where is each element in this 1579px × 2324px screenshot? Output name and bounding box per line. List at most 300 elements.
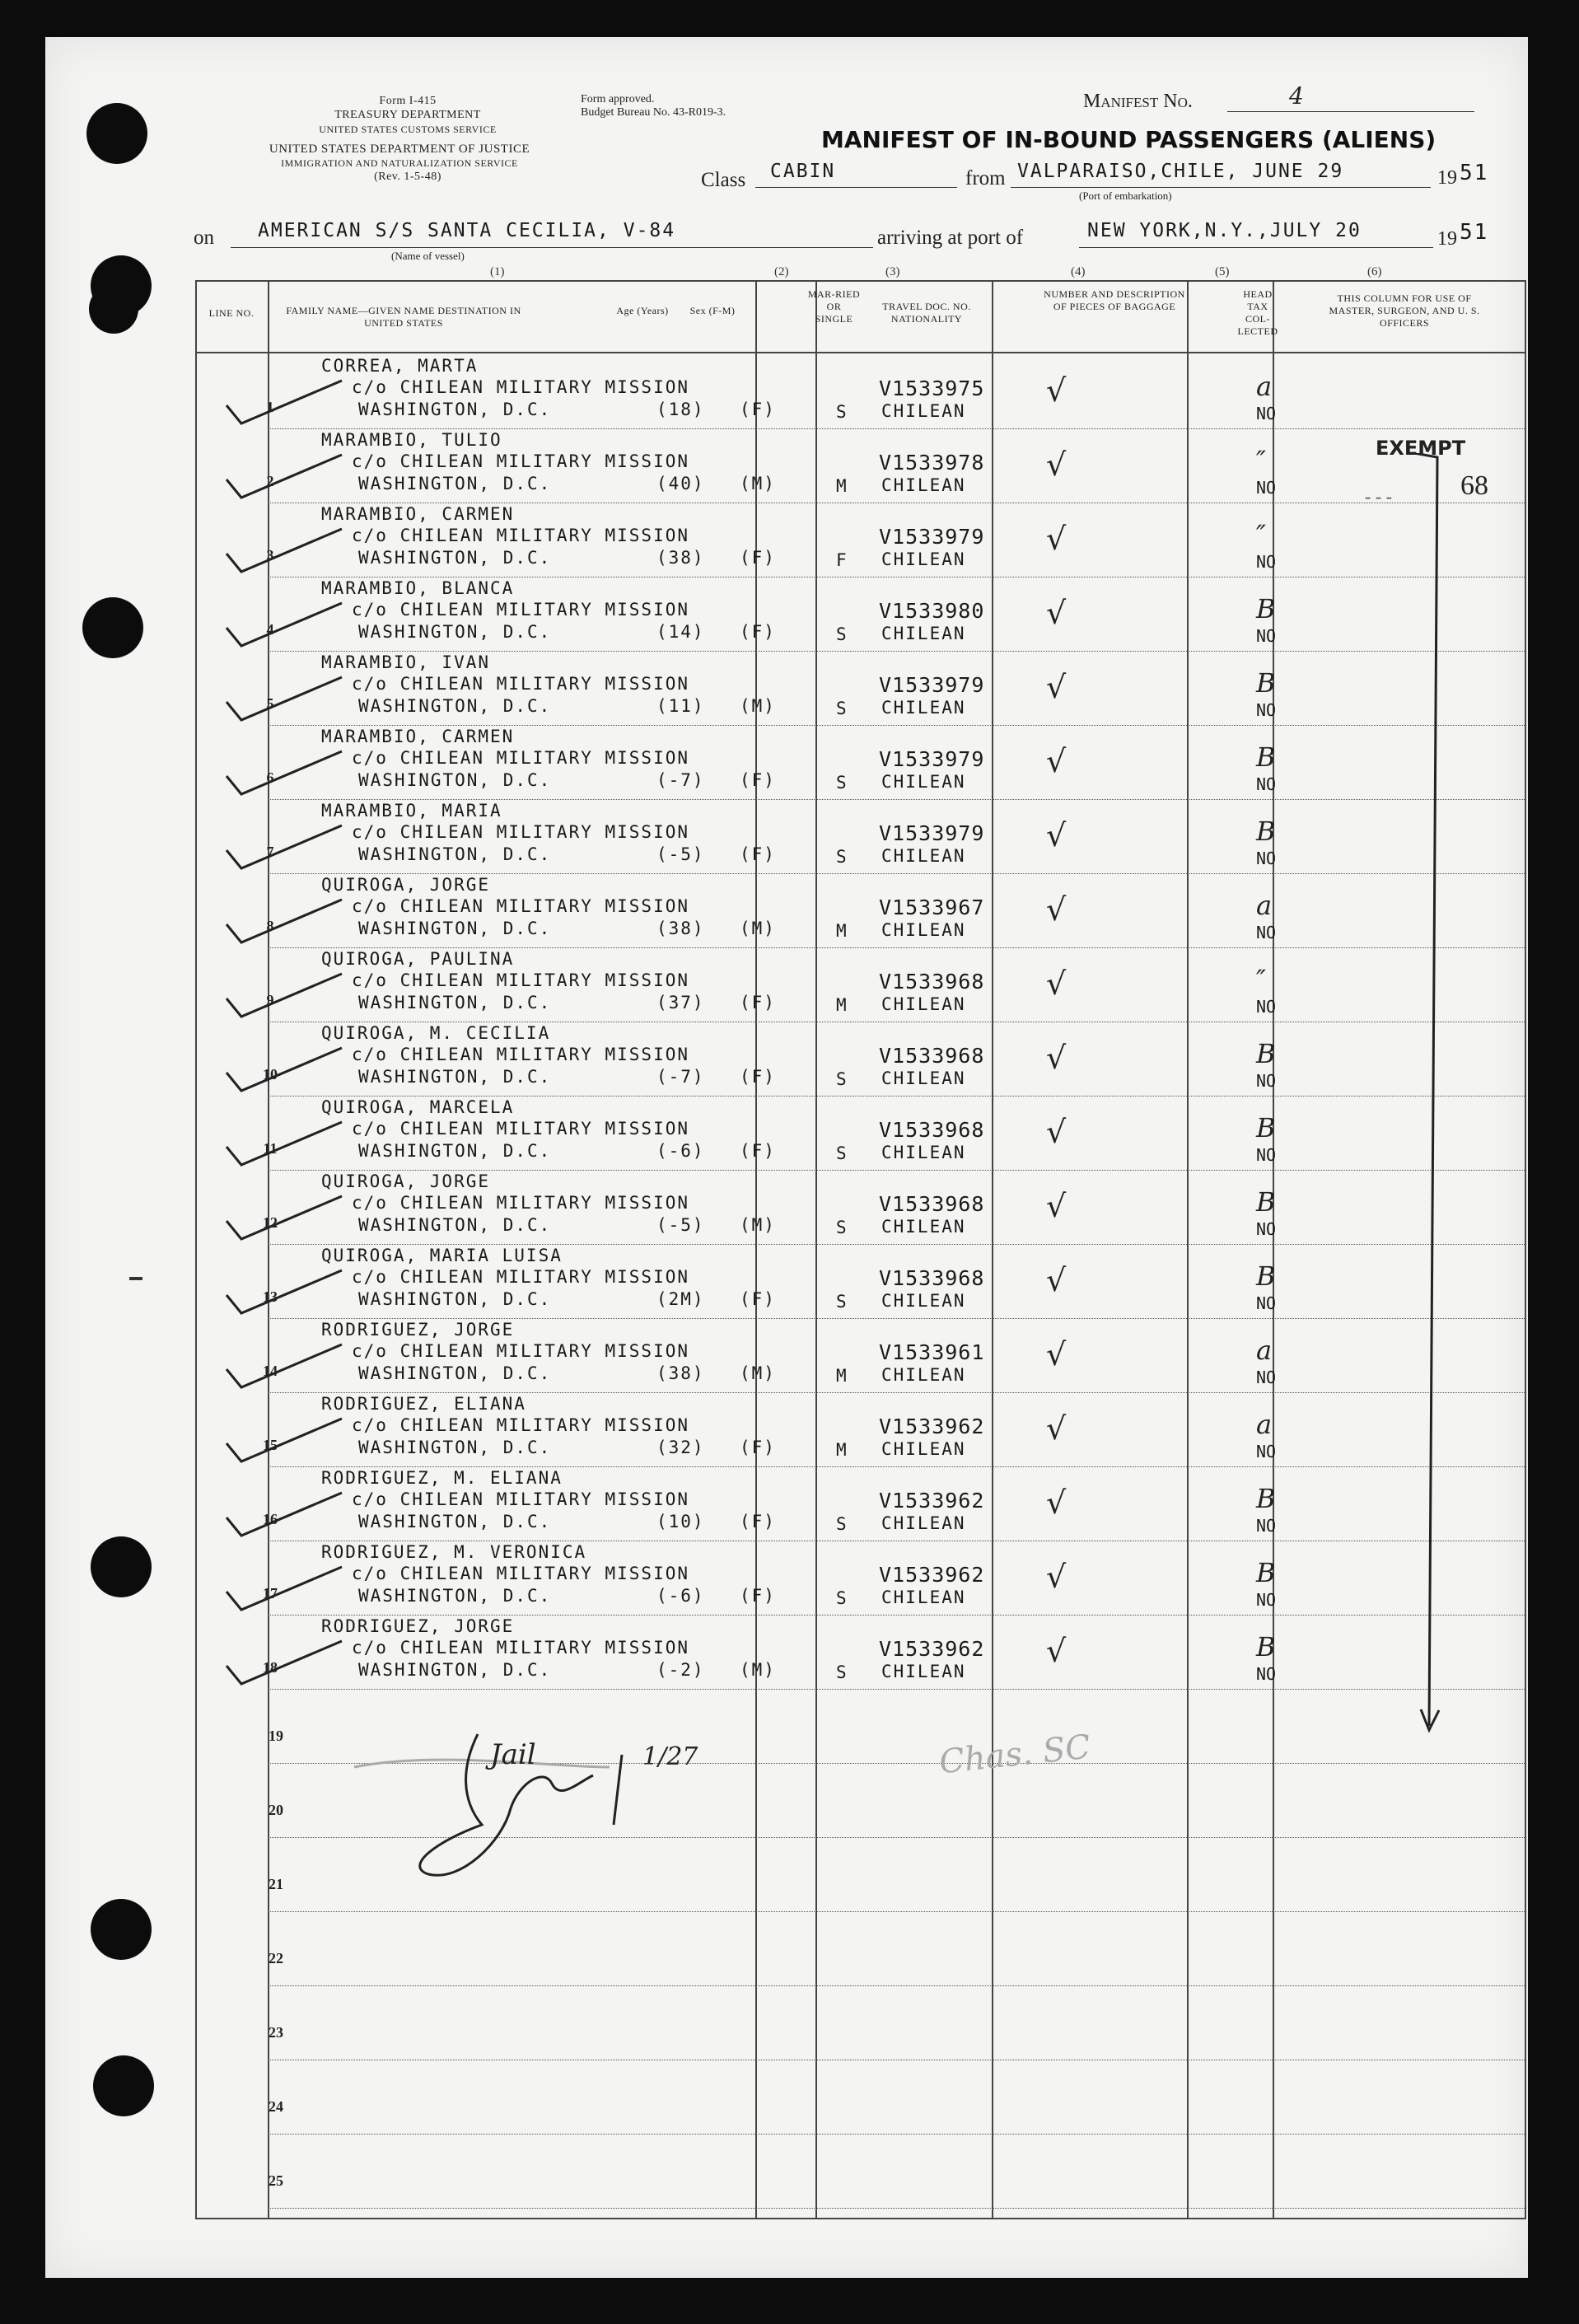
head-tax: NO: [1256, 849, 1277, 868]
nationality: CHILEAN: [881, 846, 966, 866]
age: (38): [656, 548, 705, 568]
line-number: 19: [269, 1728, 283, 1744]
head-tax-mark: a: [1256, 1335, 1273, 1366]
header-baggage: NUMBER AND DESCRIPTION OF PIECES OF BAGGAGE: [1044, 288, 1185, 312]
passenger-name: QUIROGA, MARIA LUISA: [321, 1246, 563, 1265]
ins-label: IMMIGRATION AND NATURALIZATION SERVICE: [281, 157, 518, 169]
passenger-name: QUIROGA, JORGE: [321, 875, 491, 895]
col-num-2: (2): [774, 265, 789, 278]
travel-doc-number: V1533962: [879, 1563, 985, 1587]
head-tax-mark: a: [1256, 371, 1273, 402]
row-separator: [268, 1985, 1525, 1986]
from-value: VALPARAISO,CHILE, JUNE 29: [1017, 161, 1344, 182]
age: (-7): [656, 770, 705, 790]
line-number: 21: [269, 1876, 283, 1892]
sex: (F): [740, 400, 776, 419]
head-tax: NO: [1256, 1219, 1277, 1239]
row-separator: [268, 1392, 1525, 1393]
row-separator: [268, 2134, 1525, 2135]
baggage-check: √: [1046, 669, 1067, 705]
check-mark: [218, 1040, 350, 1097]
signature-text: Jail: [490, 1738, 536, 1771]
passenger-name: CORREA, MARTA: [321, 356, 479, 376]
marital-status: S: [836, 1143, 848, 1163]
col-divider: [1187, 280, 1189, 2219]
row-separator: [268, 1911, 1525, 1912]
passenger-name: QUIROGA, JORGE: [321, 1171, 491, 1191]
sex: (F): [740, 844, 776, 864]
marital-status: S: [836, 624, 848, 644]
nationality: CHILEAN: [881, 1068, 966, 1088]
nationality: CHILEAN: [881, 1143, 966, 1162]
row-separator: [268, 873, 1525, 874]
check-mark: [218, 595, 350, 652]
nationality: CHILEAN: [881, 624, 966, 643]
sex: (M): [740, 1215, 776, 1235]
baggage-check: √: [1046, 521, 1067, 557]
head-tax: NO: [1256, 404, 1277, 423]
baggage-check: √: [1046, 1633, 1067, 1669]
class-line: [755, 187, 957, 188]
passenger-name: RODRIGUEZ, M. VERONICA: [321, 1542, 587, 1562]
head-tax: NO: [1256, 1516, 1277, 1536]
destination: c/o CHILEAN MILITARY MISSION: [352, 451, 690, 471]
nationality: CHILEAN: [881, 1513, 966, 1533]
passenger-name: MARAMBIO, TULIO: [321, 430, 502, 450]
destination-city: WASHINGTON, D.C.: [358, 770, 552, 790]
header-name: FAMILY NAME—GIVEN NAME DESTINATION IN UNITED STATES: [286, 305, 521, 329]
baggage-check: √: [1046, 891, 1067, 928]
travel-doc-number: V1533979: [879, 525, 985, 549]
line-number: 17: [263, 1585, 278, 1602]
baggage-check: √: [1046, 1410, 1067, 1447]
age: (11): [656, 696, 705, 716]
passenger-name: MARAMBIO, IVAN: [321, 652, 491, 672]
travel-doc-number: V1533978: [879, 451, 985, 475]
row-separator: [268, 2208, 1525, 2209]
check-mark: [218, 372, 350, 430]
from-year-prefix: 19: [1437, 167, 1457, 189]
sex: (F): [740, 1586, 776, 1606]
age: (-5): [656, 1215, 705, 1235]
manifest-page: [45, 37, 1528, 2278]
travel-doc-number: V1533962: [879, 1637, 985, 1661]
head-tax: NO: [1256, 552, 1277, 572]
nationality: CHILEAN: [881, 1217, 966, 1237]
line-number: 23: [269, 2024, 283, 2041]
age: (18): [656, 400, 705, 419]
nationality: CHILEAN: [881, 1291, 966, 1311]
baggage-check: √: [1046, 595, 1067, 631]
line-number: 20: [269, 1802, 283, 1818]
travel-doc-number: V1533968: [879, 1192, 985, 1216]
head-tax: NO: [1256, 1590, 1277, 1610]
passenger-name: MARAMBIO, CARMEN: [321, 727, 515, 746]
line-number: 14: [263, 1363, 278, 1379]
destination-city: WASHINGTON, D.C.: [358, 696, 552, 716]
from-line: [1011, 187, 1431, 188]
marital-status: S: [836, 1069, 848, 1089]
age: (-5): [656, 844, 705, 864]
line-number: 2: [266, 473, 274, 489]
line-number: 18: [263, 1659, 278, 1676]
baggage-check: √: [1046, 447, 1067, 483]
customs-service: UNITED STATES CUSTOMS SERVICE: [319, 124, 497, 135]
vessel-line: [231, 247, 873, 248]
arrival-line: [1079, 247, 1433, 248]
header-sex: Sex (F-M): [689, 305, 736, 316]
page-title: MANIFEST OF IN-BOUND PASSENGERS (ALIENS): [821, 126, 1437, 153]
passenger-name: MARAMBIO, BLANCA: [321, 578, 515, 598]
table-bottom-border: [195, 2218, 1526, 2219]
head-tax: NO: [1256, 1145, 1277, 1165]
travel-doc-number: V1533967: [879, 895, 985, 919]
line-number: 8: [266, 918, 274, 934]
sex: (F): [740, 1141, 776, 1161]
destination-city: WASHINGTON, D.C.: [358, 993, 552, 1012]
destination-city: WASHINGTON, D.C.: [358, 844, 552, 864]
col-num-4: (4): [1071, 265, 1086, 278]
passenger-name: RODRIGUEZ, ELIANA: [321, 1394, 526, 1414]
line-number: 7: [266, 844, 274, 860]
check-mark: [218, 1410, 350, 1468]
destination: c/o CHILEAN MILITARY MISSION: [352, 1489, 690, 1509]
sex: (F): [740, 1067, 776, 1087]
destination-city: WASHINGTON, D.C.: [358, 1141, 552, 1161]
treasury-dept: TREASURY DEPARTMENT: [334, 109, 481, 121]
sex: (M): [740, 696, 776, 716]
passenger-name: RODRIGUEZ, M. ELIANA: [321, 1468, 563, 1488]
form-number: Form I-415: [379, 95, 437, 107]
head-tax-mark: B: [1256, 816, 1276, 847]
signature-mark: [338, 1718, 799, 1882]
destination: c/o CHILEAN MILITARY MISSION: [352, 1638, 690, 1658]
head-tax-mark: B: [1256, 593, 1276, 624]
sex: (M): [740, 1363, 776, 1383]
travel-doc-number: V1533979: [879, 747, 985, 771]
marital-status: M: [836, 1366, 848, 1386]
form-approved: Form approved.: [581, 93, 655, 105]
age: (14): [656, 622, 705, 642]
check-mark: [218, 669, 350, 727]
baggage-check: √: [1046, 1336, 1067, 1372]
row-separator: [268, 1318, 1525, 1319]
baggage-check: √: [1046, 1559, 1067, 1595]
head-tax: NO: [1256, 774, 1277, 794]
passenger-name: QUIROGA, MARCELA: [321, 1097, 515, 1117]
sex: (F): [740, 622, 776, 642]
destination: c/o CHILEAN MILITARY MISSION: [352, 822, 690, 842]
officer-number: 68: [1460, 470, 1488, 501]
row-separator: [268, 799, 1525, 800]
check-mark: [218, 1188, 350, 1246]
travel-doc-number: V1533968: [879, 1266, 985, 1290]
line-number: 16: [263, 1511, 278, 1527]
age: (2M): [656, 1289, 705, 1309]
head-tax-mark: B: [1256, 1260, 1276, 1292]
nationality: CHILEAN: [881, 1588, 966, 1607]
travel-doc-number: V1533962: [879, 1415, 985, 1438]
binder-hole: [91, 1536, 152, 1597]
baggage-check: √: [1046, 372, 1067, 409]
justice-dept: UNITED STATES DEPARTMENT OF JUSTICE: [269, 143, 530, 156]
row-separator: [268, 1244, 1525, 1245]
head-tax-mark: ″: [1256, 519, 1266, 550]
header-travel-doc: TRAVEL DOC. NO. NATIONALITY: [882, 301, 971, 325]
on-label: on: [194, 227, 214, 249]
line-number: 13: [263, 1288, 278, 1305]
sex: (F): [740, 1512, 776, 1531]
col-divider: [992, 280, 993, 2219]
travel-doc-number: V1533979: [879, 673, 985, 697]
age: (-7): [656, 1067, 705, 1087]
sex: (M): [740, 919, 776, 938]
nationality: CHILEAN: [881, 549, 966, 569]
passenger-name: MARAMBIO, MARIA: [321, 801, 502, 821]
nationality: CHILEAN: [881, 920, 966, 940]
marital-status: S: [836, 1218, 848, 1237]
head-tax-mark: B: [1256, 1557, 1276, 1588]
row-separator: [268, 1170, 1525, 1171]
exempt-stamp: EXEMPT: [1376, 437, 1466, 460]
head-tax-mark: B: [1256, 1631, 1276, 1662]
destination: c/o CHILEAN MILITARY MISSION: [352, 526, 690, 545]
line-number: 15: [263, 1437, 278, 1453]
manifest-no: 4: [1289, 82, 1304, 110]
pencil-note: Chas. SC: [937, 1728, 1093, 1782]
destination: c/o CHILEAN MILITARY MISSION: [352, 377, 690, 397]
line-number: 6: [266, 769, 274, 786]
line-number: 11: [263, 1140, 278, 1157]
marital-status: M: [836, 1440, 848, 1460]
binder-hole: [82, 597, 143, 658]
head-tax: NO: [1256, 1442, 1277, 1461]
destination-city: WASHINGTON, D.C.: [358, 1215, 552, 1235]
travel-doc-number: V1533968: [879, 1118, 985, 1142]
marital-status: S: [836, 773, 848, 793]
nationality: CHILEAN: [881, 698, 966, 718]
col-divider: [1525, 280, 1526, 2219]
head-tax: NO: [1256, 923, 1277, 942]
revision: (Rev. 1-5-48): [374, 171, 441, 183]
head-tax: NO: [1256, 997, 1277, 1017]
head-tax-mark: B: [1256, 1186, 1276, 1218]
destination: c/o CHILEAN MILITARY MISSION: [352, 674, 690, 694]
col-num-3: (3): [885, 265, 900, 278]
destination-city: WASHINGTON, D.C.: [358, 1660, 552, 1680]
head-tax: NO: [1256, 1664, 1277, 1684]
destination-city: WASHINGTON, D.C.: [358, 400, 552, 419]
age: (-6): [656, 1141, 705, 1161]
marital-status: S: [836, 1588, 848, 1608]
from-label: from: [965, 167, 1006, 189]
marital-status: F: [836, 550, 848, 570]
nationality: CHILEAN: [881, 401, 966, 421]
head-tax: NO: [1256, 1368, 1277, 1387]
destination: c/o CHILEAN MILITARY MISSION: [352, 1045, 690, 1064]
line-number: 25: [269, 2172, 283, 2189]
head-tax: NO: [1256, 1293, 1277, 1313]
binder-hole: [86, 103, 147, 164]
exempt-arrow: [1396, 453, 1462, 1738]
marital-status: S: [836, 402, 848, 422]
marital-status: M: [836, 476, 848, 496]
arrival-year-prefix: 19: [1437, 228, 1457, 250]
destination-city: WASHINGTON, D.C.: [358, 1363, 552, 1383]
sex: (F): [740, 993, 776, 1012]
header-head-tax: HEAD TAX COL-LECTED: [1237, 288, 1278, 337]
line-number: 12: [263, 1214, 278, 1231]
age: (-6): [656, 1586, 705, 1606]
line-number: 3: [266, 547, 274, 563]
passenger-name: RODRIGUEZ, JORGE: [321, 1616, 515, 1636]
travel-doc-number: V1533968: [879, 970, 985, 994]
officer-dash: - - -: [1365, 486, 1392, 507]
check-mark: [218, 521, 350, 578]
binder-hole: [89, 284, 138, 334]
passenger-name: QUIROGA, M. CECILIA: [321, 1023, 551, 1043]
destination: c/o CHILEAN MILITARY MISSION: [352, 1415, 690, 1435]
manifest-no-label: Manifest No.: [1083, 91, 1193, 112]
passenger-name: RODRIGUEZ, JORGE: [321, 1320, 515, 1340]
check-mark: [218, 447, 350, 504]
marital-status: S: [836, 1292, 848, 1312]
header-age: Age (Years): [616, 305, 669, 316]
baggage-check: √: [1046, 1040, 1067, 1076]
destination: c/o CHILEAN MILITARY MISSION: [352, 600, 690, 620]
head-tax-mark: a: [1256, 1409, 1273, 1440]
vessel-caption: (Name of vessel): [391, 250, 465, 262]
class-value: CABIN: [770, 161, 836, 182]
row-separator: [268, 1466, 1525, 1467]
marital-status: S: [836, 847, 848, 867]
nationality: CHILEAN: [881, 475, 966, 495]
age: (37): [656, 993, 705, 1012]
arrival-year: 51: [1460, 220, 1489, 245]
baggage-check: √: [1046, 817, 1067, 853]
sex: (F): [740, 548, 776, 568]
port-embarkation-caption: (Port of embarkation): [1079, 189, 1172, 202]
baggage-check: √: [1046, 1485, 1067, 1521]
manifest-no-line: [1227, 111, 1474, 112]
sex: (F): [740, 1438, 776, 1457]
line-number: 24: [269, 2098, 283, 2115]
row-separator: [268, 428, 1525, 429]
travel-doc-number: V1533968: [879, 1044, 985, 1068]
head-tax: NO: [1256, 700, 1277, 720]
col-num-1: (1): [490, 265, 505, 278]
travel-doc-number: V1533975: [879, 376, 985, 400]
binder-hole: [91, 1899, 152, 1960]
col-divider: [755, 280, 757, 2219]
line-number: 9: [266, 992, 274, 1008]
destination-city: WASHINGTON, D.C.: [358, 1067, 552, 1087]
baggage-check: √: [1046, 966, 1067, 1002]
travel-doc-number: V1533961: [879, 1340, 985, 1364]
check-mark: [218, 891, 350, 949]
header-bottom-border: [195, 352, 1526, 353]
check-mark: [218, 743, 350, 801]
nationality: CHILEAN: [881, 994, 966, 1014]
destination: c/o CHILEAN MILITARY MISSION: [352, 970, 690, 990]
head-tax-mark: ″: [1256, 445, 1266, 476]
passenger-name: MARAMBIO, CARMEN: [321, 504, 515, 524]
age: (40): [656, 474, 705, 493]
arriving-label: arriving at port of: [877, 227, 1024, 249]
col-divider: [815, 280, 817, 2219]
age: (-2): [656, 1660, 705, 1680]
destination: c/o CHILEAN MILITARY MISSION: [352, 1119, 690, 1139]
destination-city: WASHINGTON, D.C.: [358, 919, 552, 938]
head-tax-mark: B: [1256, 1483, 1276, 1514]
row-separator: [268, 1096, 1525, 1097]
baggage-check: √: [1046, 1114, 1067, 1150]
destination-city: WASHINGTON, D.C.: [358, 474, 552, 493]
destination-city: WASHINGTON, D.C.: [358, 1438, 552, 1457]
check-mark: [218, 1559, 350, 1616]
class-label: Class: [701, 169, 746, 191]
sex: (M): [740, 1660, 776, 1680]
destination: c/o CHILEAN MILITARY MISSION: [352, 1341, 690, 1361]
head-tax-mark: B: [1256, 1112, 1276, 1143]
age: (32): [656, 1438, 705, 1457]
baggage-check: √: [1046, 1262, 1067, 1298]
header-married: MAR-RIED OR SINGLE: [807, 288, 861, 325]
row-separator: [268, 651, 1525, 652]
check-mark: [218, 1633, 350, 1690]
head-tax-mark: B: [1256, 1038, 1276, 1069]
sex: (F): [740, 1289, 776, 1309]
check-mark: [218, 1262, 350, 1320]
signature-date: 1/27: [642, 1742, 698, 1771]
head-tax-mark: B: [1256, 741, 1276, 773]
head-tax-mark: a: [1256, 890, 1273, 921]
destination: c/o CHILEAN MILITARY MISSION: [352, 896, 690, 916]
baggage-check: √: [1046, 743, 1067, 779]
col-divider: [195, 280, 197, 2219]
head-tax: NO: [1256, 626, 1277, 646]
destination: c/o CHILEAN MILITARY MISSION: [352, 748, 690, 768]
destination: c/o CHILEAN MILITARY MISSION: [352, 1193, 690, 1213]
sex: (M): [740, 474, 776, 493]
baggage-check: √: [1046, 1188, 1067, 1224]
margin-mark: [129, 1277, 142, 1280]
nationality: CHILEAN: [881, 1439, 966, 1459]
destination-city: WASHINGTON, D.C.: [358, 1586, 552, 1606]
destination: c/o CHILEAN MILITARY MISSION: [352, 1267, 690, 1287]
from-year: 51: [1460, 161, 1489, 185]
line-number: 22: [269, 1950, 283, 1966]
age: (38): [656, 1363, 705, 1383]
check-mark: [218, 1114, 350, 1171]
age: (10): [656, 1512, 705, 1531]
head-tax-mark: ″: [1256, 964, 1266, 995]
col-num-6: (6): [1367, 265, 1382, 278]
check-mark: [218, 1485, 350, 1542]
nationality: CHILEAN: [881, 1662, 966, 1681]
marital-status: M: [836, 921, 848, 941]
destination: c/o CHILEAN MILITARY MISSION: [352, 1564, 690, 1583]
marital-status: S: [836, 1662, 848, 1682]
travel-doc-number: V1533980: [879, 599, 985, 623]
travel-doc-number: V1533962: [879, 1489, 985, 1513]
destination-city: WASHINGTON, D.C.: [358, 622, 552, 642]
vessel-name: AMERICAN S/S SANTA CECILIA, V-84: [258, 220, 676, 241]
travel-doc-number: V1533979: [879, 821, 985, 845]
marital-status: S: [836, 1514, 848, 1534]
binder-hole: [93, 2055, 154, 2116]
destination-city: WASHINGTON, D.C.: [358, 1289, 552, 1309]
